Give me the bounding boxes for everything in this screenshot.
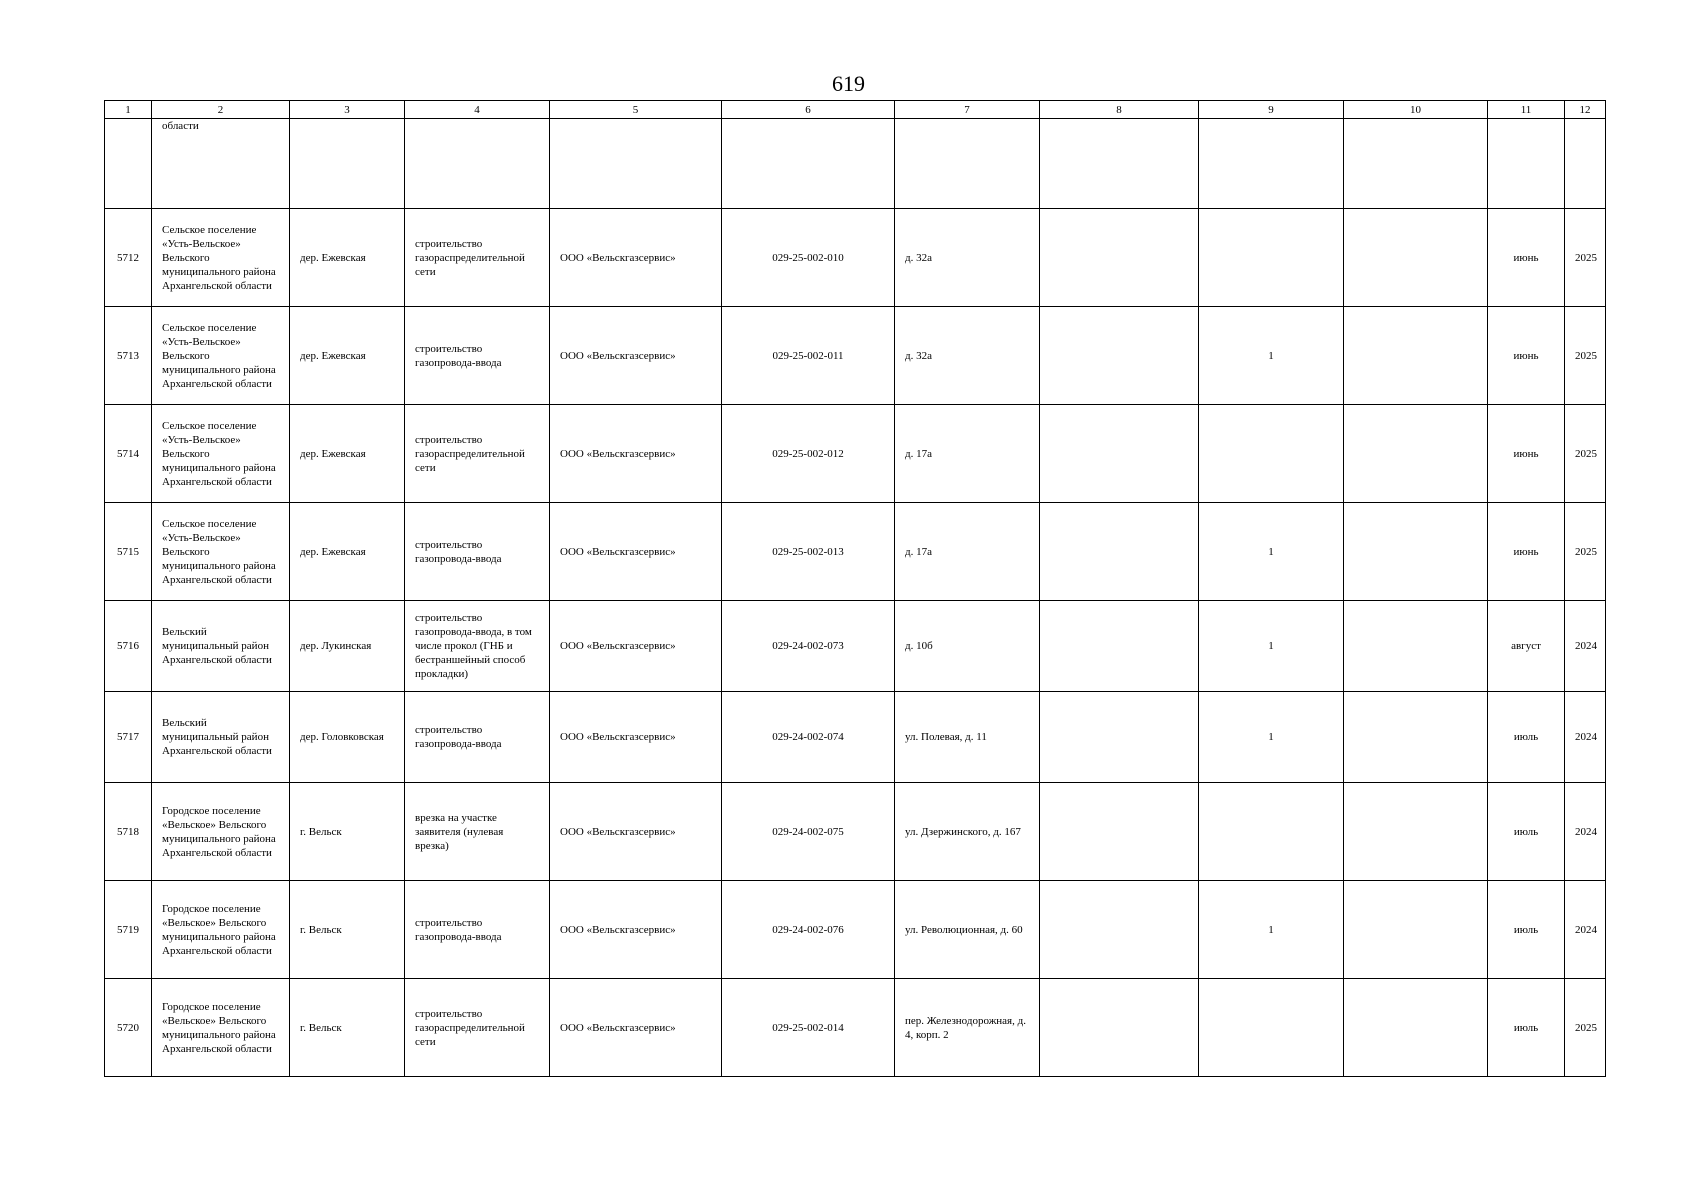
cell-col-10 bbox=[1344, 307, 1488, 405]
cell-empty bbox=[1344, 119, 1488, 209]
table-row bbox=[105, 783, 1606, 881]
cell-settlement: г. Вельск bbox=[290, 783, 405, 881]
table-body bbox=[105, 101, 1606, 1077]
table-row bbox=[105, 209, 1606, 307]
cell-municipality: Вельский муниципальный район Архангельской области bbox=[152, 692, 290, 783]
cell-address: ул. Дзержинского, д. 167 bbox=[895, 783, 1040, 881]
cell-row-number: 5719 bbox=[105, 881, 152, 979]
cell-organization: ООО «Вельскгазсервис» bbox=[550, 881, 722, 979]
page-number: 619 bbox=[832, 71, 865, 96]
cell-municipality: Городское поселение «Вельское» Вельского муниципального района Архангельской области bbox=[152, 979, 290, 1077]
cell-col-8 bbox=[1040, 783, 1199, 881]
cell-address: д. 10б bbox=[895, 601, 1040, 692]
cell-organization: ООО «Вельскгазсервис» bbox=[550, 503, 722, 601]
table-row bbox=[105, 979, 1606, 1077]
cell-address: д. 17а bbox=[895, 503, 1040, 601]
cell-address: д. 32а bbox=[895, 209, 1040, 307]
cell-settlement: дер. Ежевская bbox=[290, 307, 405, 405]
column-header: 12 bbox=[1565, 101, 1606, 119]
cell-col-10 bbox=[1344, 881, 1488, 979]
cell-settlement: дер. Ежевская bbox=[290, 405, 405, 503]
cell-empty bbox=[405, 119, 550, 209]
cell-col-9: 1 bbox=[1199, 601, 1344, 692]
table-row bbox=[105, 692, 1606, 783]
cell-col-9 bbox=[1199, 405, 1344, 503]
cell-row-number: 5714 bbox=[105, 405, 152, 503]
cell-col-8 bbox=[1040, 881, 1199, 979]
continuation-row bbox=[105, 119, 1606, 209]
column-header: 7 bbox=[895, 101, 1040, 119]
cell-municipality: области bbox=[152, 119, 290, 209]
cell-row-number: 5712 bbox=[105, 209, 152, 307]
cell-col-9: 1 bbox=[1199, 692, 1344, 783]
cell-work-type: строительство газораспределительной сети bbox=[405, 979, 550, 1077]
column-header: 4 bbox=[405, 101, 550, 119]
cell-row-number: 5716 bbox=[105, 601, 152, 692]
cell-month: июнь bbox=[1488, 405, 1565, 503]
cell-col-8 bbox=[1040, 601, 1199, 692]
table-row bbox=[105, 307, 1606, 405]
cell-col-9 bbox=[1199, 783, 1344, 881]
column-header: 10 bbox=[1344, 101, 1488, 119]
table-row bbox=[105, 405, 1606, 503]
column-number-row bbox=[105, 101, 1606, 119]
cell-col-8 bbox=[1040, 503, 1199, 601]
cell-address: пер. Железнодорожная, д. 4, корп. 2 bbox=[895, 979, 1040, 1077]
cell-work-type: строительство газопровода-ввода, в том числе прокол (ГНБ и бестраншейный способ прокладки) bbox=[405, 601, 550, 692]
cell-col-9: 1 bbox=[1199, 307, 1344, 405]
column-header: 6 bbox=[722, 101, 895, 119]
column-header: 8 bbox=[1040, 101, 1199, 119]
cell-month: июль bbox=[1488, 692, 1565, 783]
cell-empty bbox=[1199, 119, 1344, 209]
cell-work-type: строительство газораспределительной сети bbox=[405, 405, 550, 503]
cell-settlement: дер. Ежевская bbox=[290, 503, 405, 601]
table-row bbox=[105, 601, 1606, 692]
cell-year: 2025 bbox=[1565, 307, 1606, 405]
cell-settlement: дер. Ежевская bbox=[290, 209, 405, 307]
cell-year: 2024 bbox=[1565, 692, 1606, 783]
cell-municipality: Сельское поселение «Усть-Вельское» Вельского муниципального района Архангельской области bbox=[152, 503, 290, 601]
cell-year: 2025 bbox=[1565, 503, 1606, 601]
gasification-register-table bbox=[104, 100, 1606, 1077]
cell-empty bbox=[722, 119, 895, 209]
cell-municipality: Городское поселение «Вельское» Вельского муниципального района Архангельской области bbox=[152, 783, 290, 881]
cell-col-10 bbox=[1344, 783, 1488, 881]
cell-municipality: Сельское поселение «Усть-Вельское» Вельского муниципального района Архангельской области bbox=[152, 405, 290, 503]
cell-object-code: 029-25-002-014 bbox=[722, 979, 895, 1077]
cell-work-type: строительство газопровода-ввода bbox=[405, 881, 550, 979]
cell-col-10 bbox=[1344, 405, 1488, 503]
cell-empty bbox=[290, 119, 405, 209]
cell-organization: ООО «Вельскгазсервис» bbox=[550, 979, 722, 1077]
cell-municipality: Городское поселение «Вельское» Вельского муниципального района Архангельской области bbox=[152, 881, 290, 979]
cell-col-8 bbox=[1040, 979, 1199, 1077]
cell-organization: ООО «Вельскгазсервис» bbox=[550, 692, 722, 783]
cell-month: август bbox=[1488, 601, 1565, 692]
cell-col-8 bbox=[1040, 209, 1199, 307]
cell-month: июнь bbox=[1488, 209, 1565, 307]
cell-empty bbox=[1040, 119, 1199, 209]
table-row bbox=[105, 881, 1606, 979]
cell-work-type: врезка на участке заявителя (нулевая врезка) bbox=[405, 783, 550, 881]
cell-settlement: дер. Головковская bbox=[290, 692, 405, 783]
cell-empty bbox=[1488, 119, 1565, 209]
cell-col-9: 1 bbox=[1199, 881, 1344, 979]
column-header: 5 bbox=[550, 101, 722, 119]
cell-col-8 bbox=[1040, 307, 1199, 405]
cell-work-type: строительство газопровода-ввода bbox=[405, 503, 550, 601]
cell-year: 2025 bbox=[1565, 979, 1606, 1077]
cell-col-8 bbox=[1040, 692, 1199, 783]
cell-object-code: 029-25-002-013 bbox=[722, 503, 895, 601]
cell-address: ул. Революционная, д. 60 bbox=[895, 881, 1040, 979]
cell-row-number: 5720 bbox=[105, 979, 152, 1077]
table-row bbox=[105, 503, 1606, 601]
cell-address: д. 32а bbox=[895, 307, 1040, 405]
cell-object-code: 029-25-002-012 bbox=[722, 405, 895, 503]
cell-empty bbox=[1565, 119, 1606, 209]
cell-empty bbox=[550, 119, 722, 209]
cell-object-code: 029-25-002-010 bbox=[722, 209, 895, 307]
cell-month: июль bbox=[1488, 979, 1565, 1077]
cell-col-9 bbox=[1199, 209, 1344, 307]
cell-row-number: 5717 bbox=[105, 692, 152, 783]
column-header: 9 bbox=[1199, 101, 1344, 119]
cell-year: 2025 bbox=[1565, 209, 1606, 307]
cell-object-code: 029-24-002-076 bbox=[722, 881, 895, 979]
cell-settlement: г. Вельск bbox=[290, 979, 405, 1077]
cell-municipality: Сельское поселение «Усть-Вельское» Вельского муниципального района Архангельской области bbox=[152, 307, 290, 405]
cell-work-type: строительство газопровода-ввода bbox=[405, 692, 550, 783]
cell-year: 2024 bbox=[1565, 783, 1606, 881]
cell-month: июль bbox=[1488, 783, 1565, 881]
cell-organization: ООО «Вельскгазсервис» bbox=[550, 209, 722, 307]
cell-organization: ООО «Вельскгазсервис» bbox=[550, 783, 722, 881]
cell-col-10 bbox=[1344, 692, 1488, 783]
cell-work-type: строительство газораспределительной сети bbox=[405, 209, 550, 307]
cell-object-code: 029-24-002-074 bbox=[722, 692, 895, 783]
cell-col-9: 1 bbox=[1199, 503, 1344, 601]
cell-month: июнь bbox=[1488, 503, 1565, 601]
cell-address: д. 17а bbox=[895, 405, 1040, 503]
cell-year: 2025 bbox=[1565, 405, 1606, 503]
cell-settlement: г. Вельск bbox=[290, 881, 405, 979]
cell-empty bbox=[895, 119, 1040, 209]
cell-address: ул. Полевая, д. 11 bbox=[895, 692, 1040, 783]
cell-col-10 bbox=[1344, 601, 1488, 692]
cell-organization: ООО «Вельскгазсервис» bbox=[550, 405, 722, 503]
cell-col-10 bbox=[1344, 979, 1488, 1077]
cell-year: 2024 bbox=[1565, 601, 1606, 692]
cell-municipality: Сельское поселение «Усть-Вельское» Вельского муниципального района Архангельской области bbox=[152, 209, 290, 307]
cell-object-code: 029-24-002-073 bbox=[722, 601, 895, 692]
cell-object-code: 029-24-002-075 bbox=[722, 783, 895, 881]
cell-work-type: строительство газопровода-ввода bbox=[405, 307, 550, 405]
cell-settlement: дер. Лукинская bbox=[290, 601, 405, 692]
column-header: 1 bbox=[105, 101, 152, 119]
cell-year: 2024 bbox=[1565, 881, 1606, 979]
cell-row-number: 5713 bbox=[105, 307, 152, 405]
cell-empty bbox=[105, 119, 152, 209]
cell-month: июнь bbox=[1488, 307, 1565, 405]
cell-organization: ООО «Вельскгазсервис» bbox=[550, 307, 722, 405]
cell-row-number: 5715 bbox=[105, 503, 152, 601]
cell-col-9 bbox=[1199, 979, 1344, 1077]
cell-object-code: 029-25-002-011 bbox=[722, 307, 895, 405]
column-header: 3 bbox=[290, 101, 405, 119]
cell-municipality: Вельский муниципальный район Архангельской области bbox=[152, 601, 290, 692]
cell-col-10 bbox=[1344, 503, 1488, 601]
cell-col-8 bbox=[1040, 405, 1199, 503]
cell-col-10 bbox=[1344, 209, 1488, 307]
cell-month: июль bbox=[1488, 881, 1565, 979]
cell-row-number: 5718 bbox=[105, 783, 152, 881]
column-header: 2 bbox=[152, 101, 290, 119]
cell-organization: ООО «Вельскгазсервис» bbox=[550, 601, 722, 692]
column-header: 11 bbox=[1488, 101, 1565, 119]
